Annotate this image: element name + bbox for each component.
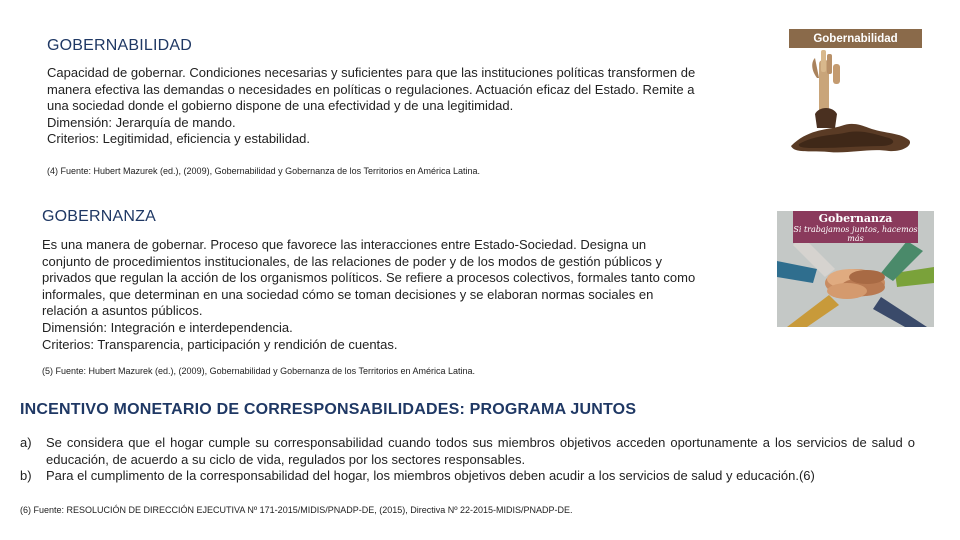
incentivo-title: INCENTIVO MONETARIO DE CORRESPONSABILIDADES: PROGRAMA JUNTOS — [20, 401, 637, 418]
list-marker: a) — [20, 435, 32, 450]
gobernanza-criterios: Criterios: Transparencia, participación y rendición de cuentas. — [42, 336, 398, 352]
gobernanza-line-3: privados que regulan la acción de los organismos políticos. Se refiere a procesos colectivos, formales tanto como — [42, 270, 696, 286]
incentivo-list — [20, 435, 915, 485]
gobernabilidad-line-3: una sociedad donde el gobierno dispone de una efectividad y de una legitimidad. — [47, 98, 514, 114]
gobernabilidad-criterios: Criterios: Legitimidad, eficiencia y estabilidad. — [47, 131, 311, 147]
gobernanza-line-1: Es una manera de gobernar. Proceso que favorece las interacciones entre Estado-Sociedad. Designa un — [42, 237, 647, 252]
gobernanza-line-2: conjunto de procedimientos institucionales, de las relaciones de poder y de los modos de gestión públicos y — [42, 253, 663, 269]
gobernanza-image-slogan: Si trabajamos juntos, hacemos más — [793, 225, 918, 243]
gobernanza-image-label: Gobernanza — [818, 212, 893, 225]
gobernabilidad-title: GOBERNABILIDAD — [47, 37, 193, 54]
gobernabilidad-dimension: Dimensión: Jerarquía de mando. — [47, 114, 236, 130]
list-item — [20, 435, 915, 468]
gobernanza-image — [777, 211, 934, 327]
gobernabilidad-line-1: Capacidad de gobernar. Condiciones necesarias y suficientes para que las instituciones políticas transformen de — [47, 65, 696, 80]
gobernabilidad-image — [789, 29, 922, 157]
gobernabilidad-source: (4) Fuente: Hubert Mazurek (ed.), (2009), Gobernabilidad y Gobernanza de los Territorios en América Latina. — [47, 166, 481, 176]
gobernanza-line-4: informales, que determinan en una sociedad cómo se toman decisiones y se elaboran normas sociales en — [42, 286, 654, 302]
gobernanza-body — [42, 237, 744, 353]
list-marker: b) — [20, 468, 32, 484]
gobernanza-line-5: relación a asuntos públicos. — [42, 303, 203, 319]
hands-in-soil-illustration — [789, 48, 922, 157]
gobernabilidad-image-label: Gobernabilidad — [789, 29, 922, 48]
list-item-text: Se considera que el hogar cumple su corresponsabilidad cuando todos sus miembros objetivos acceden oportunamente a los servicios de salud o educación, de acuerdo a su ciclo de vida, regulados por los sectores responsables. — [46, 435, 915, 467]
gobernanza-title: GOBERNANZA — [42, 208, 157, 225]
gobernabilidad-body — [47, 65, 749, 148]
gobernabilidad-line-2: manera efectiva las demandas o necesidades en políticas o regulaciones. Actuación eficaz del Estado. Remite a — [47, 81, 695, 97]
list-item-text: Para el cumplimento de la corresponsabilidad del hogar, los miembros objetivos deben acudir a los servicios de salud y educación.(6) — [46, 468, 815, 484]
gobernanza-dimension: Dimensión: Integración e interdependencia. — [42, 319, 293, 335]
list-item — [20, 468, 915, 485]
gobernanza-image-banner — [793, 211, 918, 243]
gobernanza-source: (5) Fuente: Hubert Mazurek (ed.), (2009), Gobernabilidad y Gobernanza de los Territorios en América Latina. — [42, 366, 476, 376]
incentivo-source: (6) Fuente: RESOLUCIÓN DE DIRECCIÓN EJECUTIVA Nº 171-2015/MIDIS/PNADP-DE, (2015), Directiva Nº 22-2015-MIDIS/PNADP-DE. — [20, 505, 573, 515]
